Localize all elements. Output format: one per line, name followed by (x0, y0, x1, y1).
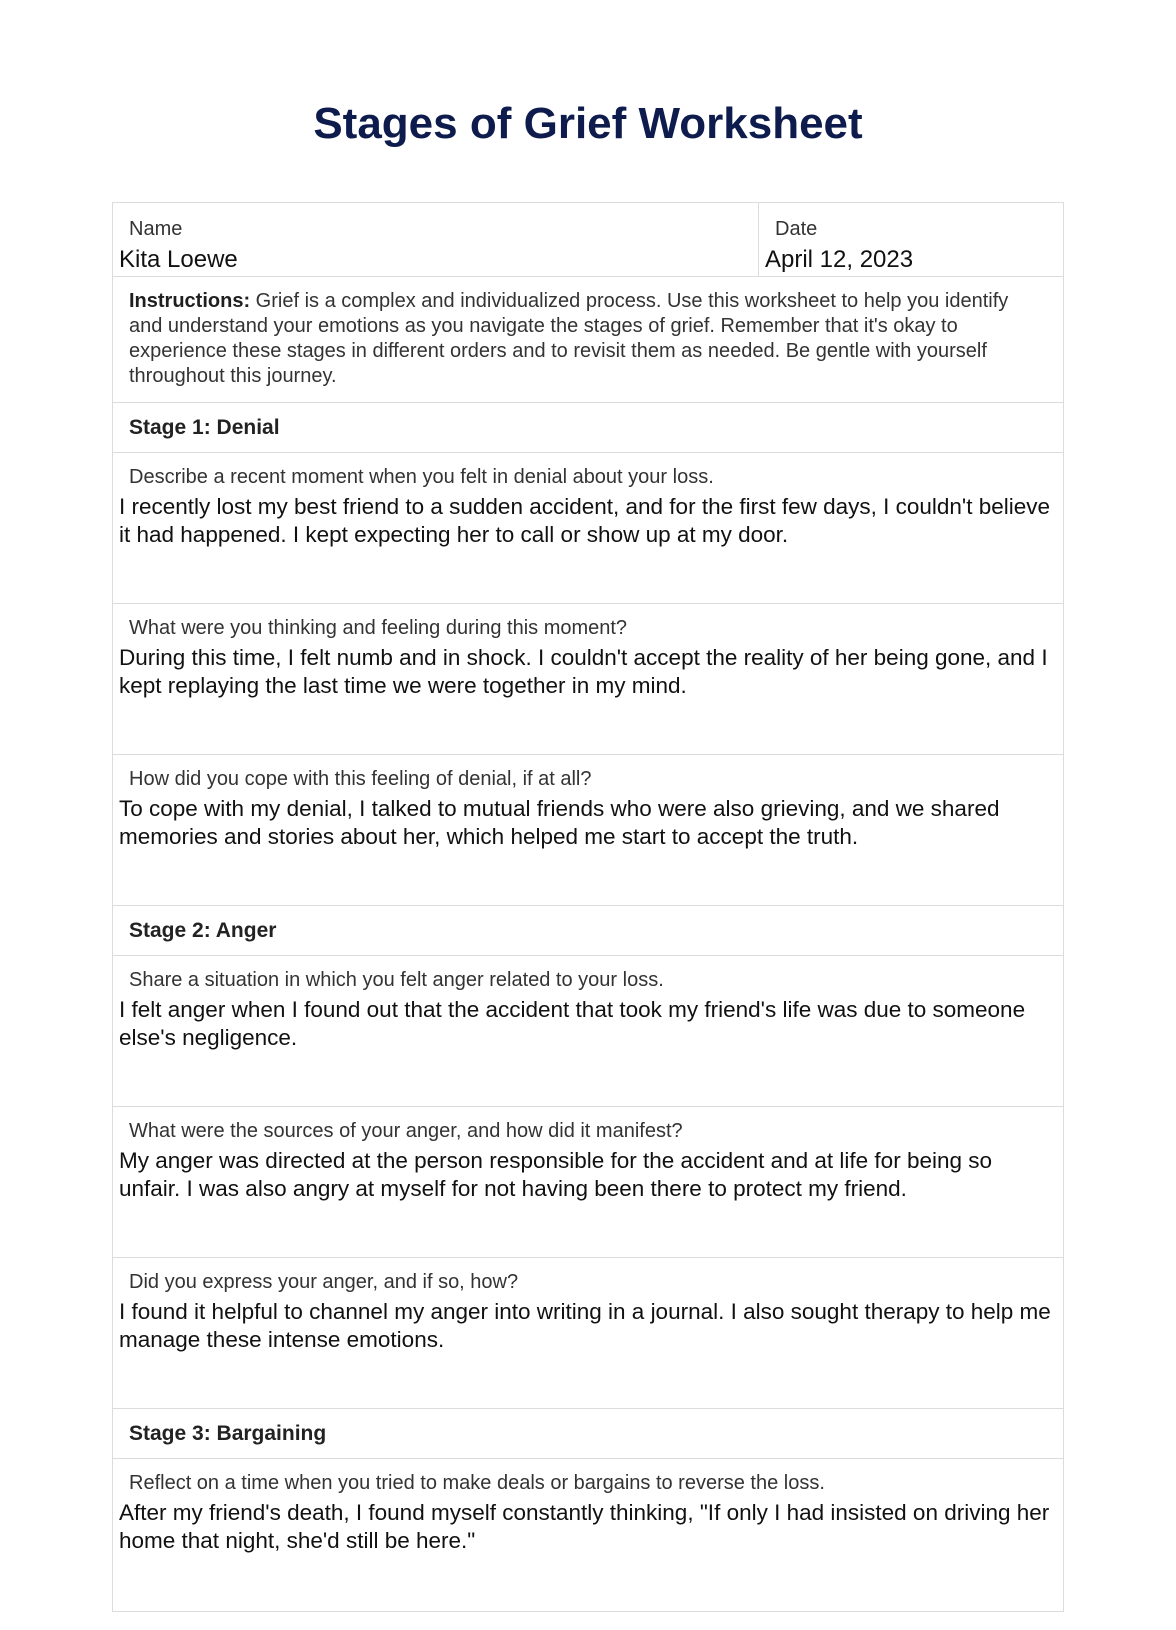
question-prompt: Reflect on a time when you tried to make deals or bargains to reverse the loss. (129, 1472, 825, 1494)
instructions-label: Instructions: (129, 290, 251, 312)
answer-text[interactable]: To cope with my denial, I talked to mutual friends who were also grieving, and we shared memories and stories about her, which helped me start to accept the truth. (119, 796, 1000, 849)
question-prompt: Share a situation in which you felt anger related to your loss. (129, 969, 664, 991)
question-row[interactable] (113, 604, 1063, 755)
answer-text[interactable]: I felt anger when I found out that the accident that took my friend's life was due to someone else's negligence. (119, 997, 1026, 1050)
worksheet-table (112, 202, 1064, 1612)
question-prompt: How did you cope with this feeling of denial, if at all? (129, 768, 592, 790)
name-cell[interactable] (113, 203, 759, 276)
answer-text[interactable]: During this time, I felt numb and in shock. I couldn't accept the reality of her being gone, and I kept replaying the last time we were together in my mind. (119, 645, 1048, 698)
question-row[interactable] (113, 1107, 1063, 1258)
question-prompt: What were the sources of your anger, and how did it manifest? (129, 1120, 683, 1142)
page-title: Stages of Grief Worksheet (313, 99, 863, 148)
instructions-text: Grief is a complex and individualized process. Use this worksheet to help you identify and understand your emotions as you navigate the stages of grief. Remember that it's okay to experience these stages in different orders and to revisit them as needed. Be gentle with yourself throughout this journey. (129, 290, 1009, 387)
question-row[interactable] (113, 453, 1063, 604)
date-label: Date (775, 218, 818, 240)
question-row[interactable] (113, 755, 1063, 906)
answer-text[interactable]: I recently lost my best friend to a sudden accident, and for the first few days, I couldn't believe it had happened. I kept expecting her to call or show up at my door. (119, 494, 1051, 547)
date-value[interactable]: April 12, 2023 (765, 246, 914, 273)
question-row[interactable] (113, 1258, 1063, 1409)
header-row (113, 203, 1063, 277)
instructions-row (113, 277, 1063, 403)
stage-heading-anger: Stage 2: Anger (113, 906, 1063, 956)
answer-text[interactable]: My anger was directed at the person responsible for the accident and at life for being so unfair. I was also angry at myself for not having been there to protect my friend. (119, 1148, 993, 1201)
stage-heading-denial: Stage 1: Denial (113, 403, 1063, 453)
question-prompt: Did you express your anger, and if so, how? (129, 1271, 519, 1293)
question-prompt: What were you thinking and feeling during this moment? (129, 617, 628, 639)
question-prompt: Describe a recent moment when you felt in denial about your loss. (129, 466, 714, 488)
question-row[interactable] (113, 956, 1063, 1107)
name-label: Name (129, 218, 183, 240)
name-value[interactable]: Kita Loewe (119, 246, 238, 273)
date-cell[interactable] (759, 203, 1063, 276)
stage-heading-bargaining: Stage 3: Bargaining (113, 1409, 1063, 1459)
answer-text[interactable]: After my friend's death, I found myself constantly thinking, "If only I had insisted on driving her home that night, she'd still be here." (119, 1500, 1050, 1553)
question-row[interactable] (113, 1459, 1063, 1611)
answer-text[interactable]: I found it helpful to channel my anger into writing in a journal. I also sought therapy to help me manage these intense emotions. (119, 1299, 1051, 1352)
